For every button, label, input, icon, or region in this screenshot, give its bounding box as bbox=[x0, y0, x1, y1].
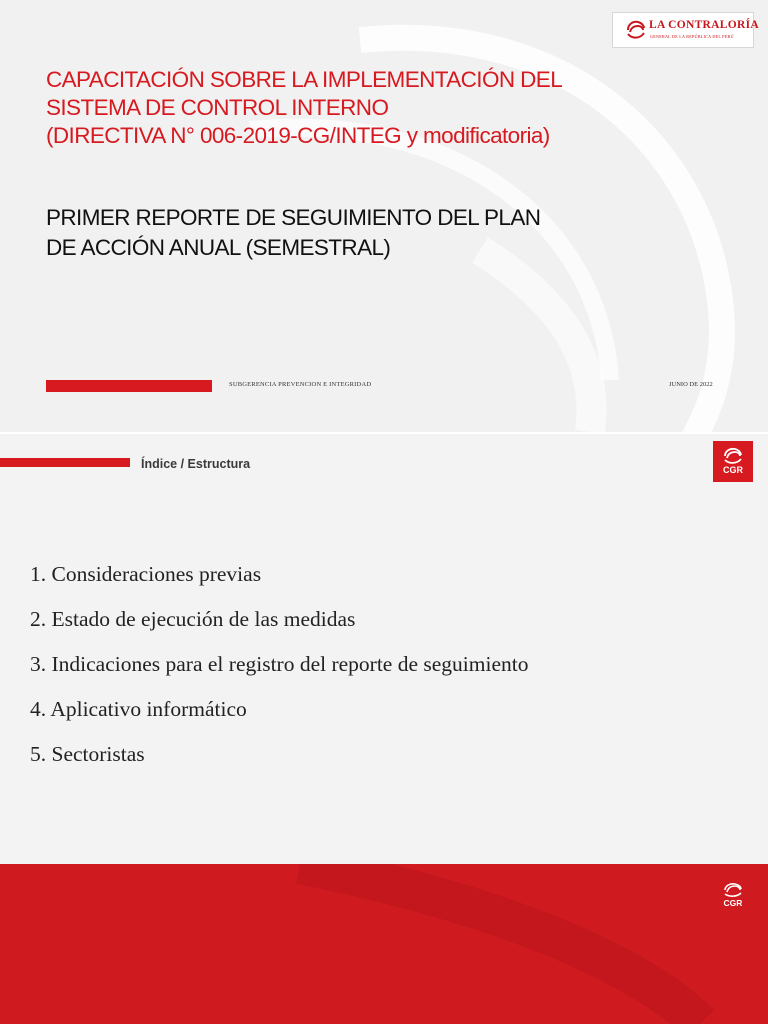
footer-unit: SUBGERENCIA PREVENCION E INTEGRIDAD bbox=[229, 381, 372, 388]
list-item: 3. Indicaciones para el registro del reporte de seguimiento bbox=[30, 652, 529, 676]
background-swoosh bbox=[0, 864, 768, 1024]
contraloria-logo-icon bbox=[625, 19, 647, 41]
logo-subtitle: GENERAL DE LA REPÚBLICA DEL PERÚ bbox=[650, 34, 734, 39]
list-item: 2. Estado de ejecución de las medidas bbox=[30, 607, 356, 631]
title-line: CAPACITACIÓN SOBRE LA IMPLEMENTACIÓN DEL bbox=[46, 67, 563, 92]
list-item: 4. Aplicativo informático bbox=[30, 697, 247, 721]
list-item: 5. Sectoristas bbox=[30, 742, 145, 766]
index-slide bbox=[0, 434, 768, 864]
badge-label: CGR bbox=[723, 465, 743, 475]
index-list bbox=[30, 562, 529, 787]
footer-date: JUNIO DE 2022 bbox=[669, 381, 713, 388]
title-slide bbox=[0, 0, 768, 432]
logo-title: LA CONTRALORÍA bbox=[649, 19, 759, 31]
cgr-logo-icon bbox=[723, 882, 743, 898]
index-heading: Índice / Estructura bbox=[141, 457, 251, 471]
cgr-badge bbox=[722, 882, 744, 912]
badge-label: CGR bbox=[723, 898, 743, 908]
title-line: SISTEMA DE CONTROL INTERNO bbox=[46, 95, 389, 120]
red-slide bbox=[0, 864, 768, 1024]
cgr-badge bbox=[713, 441, 753, 482]
cgr-logo-icon bbox=[723, 447, 743, 465]
red-accent-bar bbox=[0, 458, 130, 467]
red-accent-bar bbox=[46, 380, 212, 392]
subtitle-line: PRIMER REPORTE DE SEGUIMIENTO DEL PLAN bbox=[46, 205, 541, 230]
slide-subtitle bbox=[46, 203, 746, 263]
list-item: 1. Consideraciones previas bbox=[30, 562, 262, 586]
contraloria-logo bbox=[612, 12, 759, 48]
slide-title bbox=[46, 66, 746, 150]
title-line: (DIRECTIVA N° 006-2019-CG/INTEG y modificatoria) bbox=[46, 123, 550, 148]
subtitle-line: DE ACCIÓN ANUAL (SEMESTRAL) bbox=[46, 235, 391, 260]
